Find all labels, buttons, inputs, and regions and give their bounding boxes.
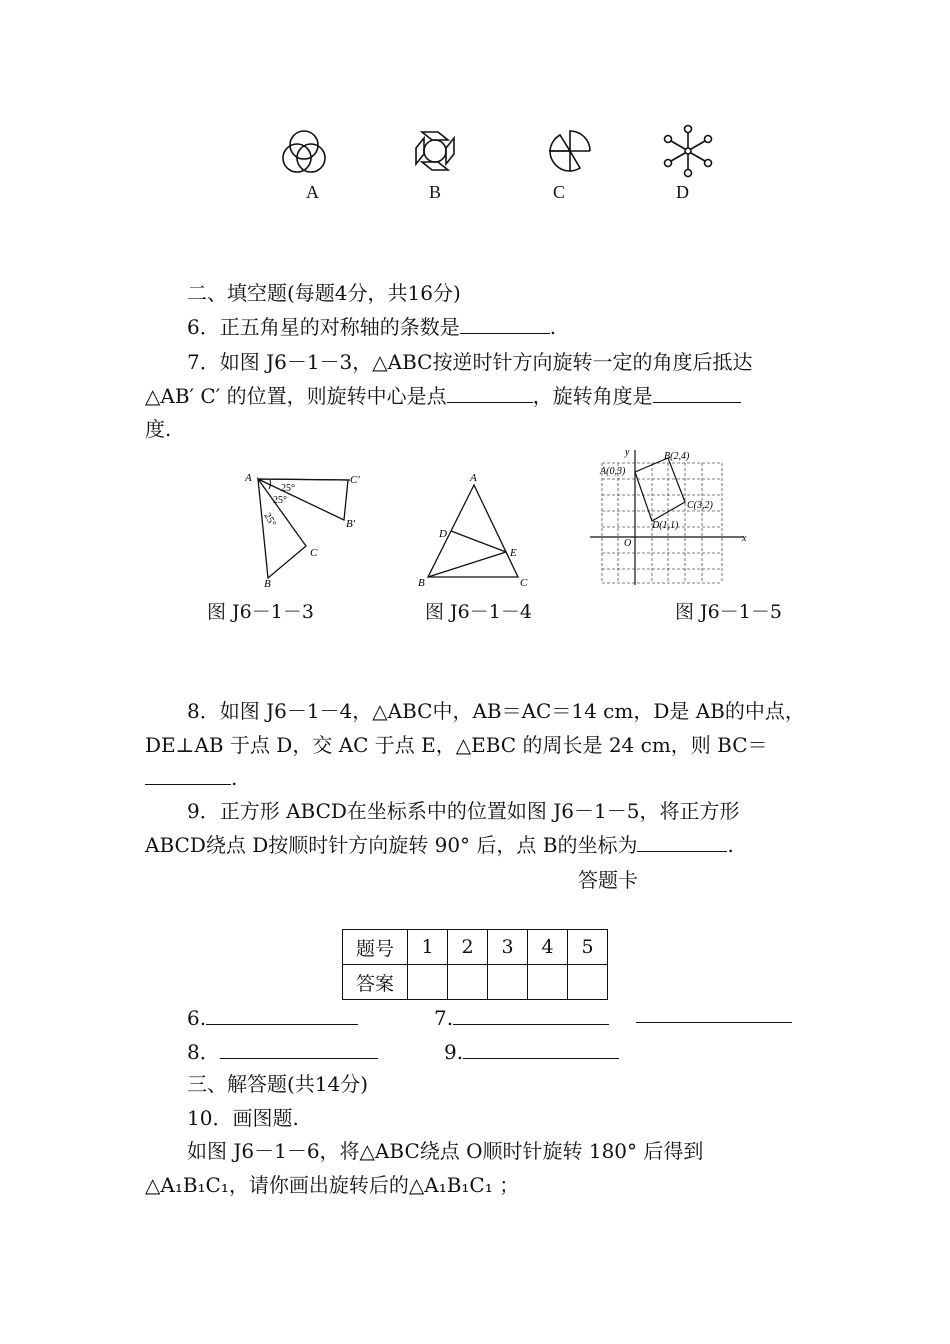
q10-title: 10．画图题. [187, 1106, 299, 1130]
fig5-label-y: y [625, 447, 630, 458]
q7-line1: 7．如图 J6－1－3，△ABC按逆时针方向旋转一定的角度后抵达 [187, 350, 753, 374]
option-d-label: D [676, 182, 689, 202]
q7-angle-blank[interactable] [653, 384, 741, 403]
answer-line-6-label: 6. [187, 1006, 207, 1030]
fig5-label-a: A(0,3) [600, 466, 626, 477]
option-a-label: A [306, 182, 319, 202]
answer-card-cell[interactable] [448, 965, 488, 1000]
answer-card-table [342, 929, 608, 1000]
fig4-caption: 图 J6－1－4 [425, 601, 532, 623]
q10-line1: 如图 J6－1－6，将△ABC绕点 O顺时针旋转 180° 后得到 [187, 1139, 704, 1163]
figure-j6-1-3 [240, 465, 380, 590]
fig3-label-a: A [245, 472, 252, 484]
q8-blank[interactable] [145, 766, 231, 785]
fig3-caption: 图 J6－1－3 [207, 601, 314, 623]
q7-center-blank[interactable] [447, 384, 533, 403]
fig4-label-e: E [510, 547, 517, 559]
q7-line2 [145, 382, 741, 410]
answer-line-8 [187, 1038, 378, 1066]
fig5-label-c: C(3,2) [687, 500, 713, 511]
answer-card-cell[interactable] [528, 965, 568, 1000]
q7-line2b: ，旋转角度是 [532, 384, 653, 408]
answer-line-7 [434, 1004, 609, 1032]
answer-card-cell[interactable] [488, 965, 528, 1000]
q8-line2: DE⊥AB 于点 D，交 AC 于点 E，△EBC 的周长是 24 cm，则 BC＝ [145, 733, 768, 757]
figure-j6-1-4 [410, 465, 540, 590]
answer-card-header-answer: 答案 [343, 965, 408, 1000]
answer-card-number: 3 [488, 930, 528, 965]
answer-line-9-label: 9. [444, 1040, 464, 1064]
answer-9-blank[interactable] [463, 1040, 619, 1059]
fig3-label-b1: B′ [346, 518, 356, 530]
q8-line1: 8．如图 J6－1－4，△ABC中，AB＝AC＝14 cm，D是 AB的中点， [187, 699, 805, 723]
answer-card-cell[interactable] [408, 965, 448, 1000]
answer-card-number: 1 [408, 930, 448, 965]
q9-line2 [145, 831, 734, 859]
answer-8-blank[interactable] [220, 1040, 378, 1059]
answer-card-row-answers [343, 965, 608, 1000]
fig3-angle-3: 25° [261, 511, 278, 529]
fig3-angle-2: 25° [273, 495, 287, 506]
q8-end: . [231, 766, 238, 790]
q9-end: . [727, 833, 734, 857]
q7-line3: 度. [145, 417, 172, 441]
section2-heading: 二、填空题(每题4分，共16分) [187, 281, 461, 305]
q6-blank[interactable] [460, 315, 550, 334]
option-c-figure [550, 131, 590, 171]
option-icons [270, 118, 730, 198]
answer-7a-blank[interactable] [453, 1006, 609, 1025]
fig4-label-d: D [439, 528, 447, 540]
answer-line-7-label: 7. [434, 1006, 454, 1030]
q9-line2-text: ABCD绕点 D按顺时针方向旋转 90° 后，点 B的坐标为 [145, 833, 638, 857]
fig4-label-a: A [470, 472, 477, 484]
q6-text: 6．正五角星的对称轴的条数是 [187, 315, 460, 339]
answer-card-row-numbers [343, 930, 608, 965]
answer-6-blank[interactable] [206, 1006, 358, 1025]
option-b-figure [416, 132, 454, 170]
answer-card-cell[interactable] [568, 965, 608, 1000]
fig5-caption: 图 J6－1－5 [675, 601, 782, 623]
fig4-label-b: B [418, 577, 425, 589]
question-6 [187, 313, 556, 341]
fig5-label-d: D(1,1) [652, 520, 679, 531]
fig3-label-b: B [264, 578, 271, 590]
option-a-figure [283, 131, 325, 172]
fig3-label-c1: C′ [350, 474, 360, 486]
answer-card-number: 4 [528, 930, 568, 965]
option-b-label: B [429, 182, 442, 202]
option-c-label: C [553, 182, 566, 202]
answer-7b-blank[interactable] [636, 1004, 792, 1023]
answer-card-number: 2 [448, 930, 488, 965]
answer-card-number: 5 [568, 930, 608, 965]
answer-line-9 [444, 1038, 619, 1066]
option-d-figure [665, 126, 712, 177]
answer-line-8-label: 8． [187, 1040, 220, 1064]
answer-card-title: 答题卡 [578, 868, 638, 892]
fig3-angle-1: 25° [281, 483, 295, 494]
answer-card-header-number: 题号 [343, 930, 408, 965]
fig5-label-b: B(2,4) [664, 451, 690, 462]
q10-line2: △A₁B₁C₁，请你画出旋转后的△A₁B₁C₁ ； [145, 1173, 520, 1197]
q7-line2a: △AB′ C′ 的位置，则旋转中心是点 [145, 384, 447, 408]
fig3-label-c: C [310, 547, 318, 559]
fig5-label-x: x [742, 533, 747, 544]
answer-line-6 [187, 1004, 358, 1032]
q8-line3 [145, 764, 237, 792]
section3-heading: 三、解答题(共14分) [187, 1072, 369, 1096]
q9-blank[interactable] [637, 833, 727, 852]
q9-line1: 9．正方形 ABCD在坐标系中的位置如图 J6－1－5，将正方形 [187, 799, 740, 823]
fig5-label-o: O [624, 538, 632, 549]
figure-j6-1-5 [585, 445, 755, 590]
q6-end: . [549, 315, 557, 339]
fig4-label-c: C [520, 577, 528, 589]
